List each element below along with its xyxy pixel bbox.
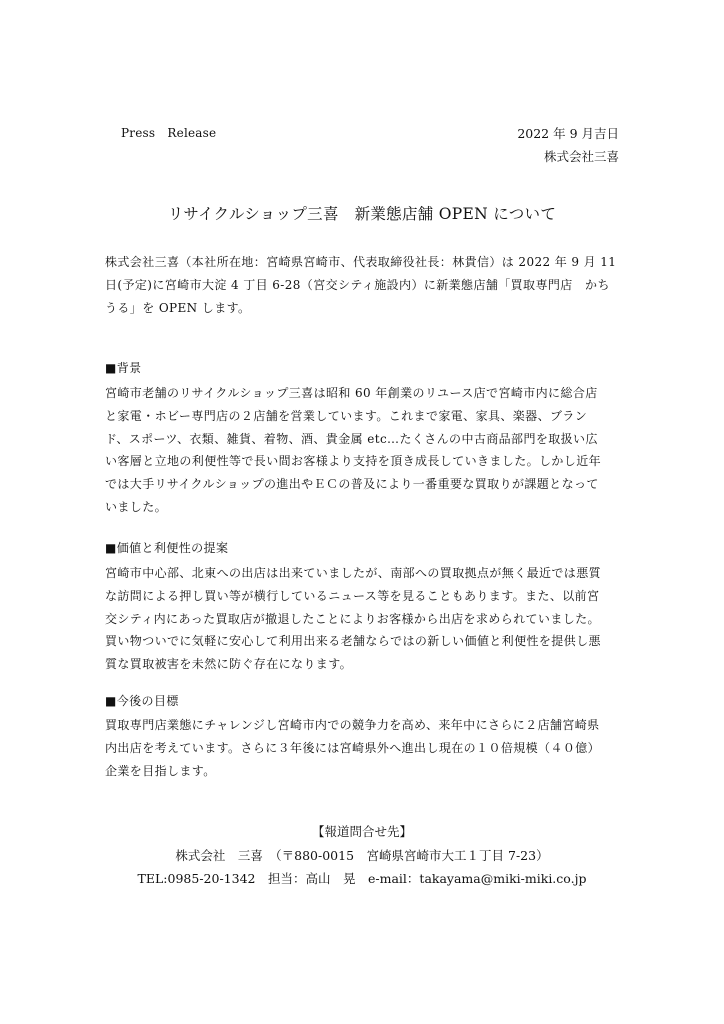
contact-address: 株式会社 三喜 （〒880-0015 宮崎県宮崎市大工１丁目 7-23） xyxy=(175,848,549,863)
intro-line: うる」を OPEN します。 xyxy=(105,300,251,315)
body-line: ド、スポーツ、衣類、雑貨、着物、酒、貴金属 etc…たくさんの中古商品部門を取扱い広 xyxy=(105,431,598,446)
body-line: と家電・ホビー専門店の２店舗を営業しています。これまで家電、家具、楽器、ブラン xyxy=(105,408,588,423)
body-line: では大手リサイクルショップの進出やＥＣの普及により一番重要な買取りが課題となって xyxy=(105,477,599,492)
intro-line: 日(予定)に宮崎市大淀 4 丁目 6-28（宮交シティ施設内）に新業態店舗「買取専門店 かち xyxy=(105,277,610,292)
section-heading-goals: ■今後の目標 xyxy=(105,694,179,708)
body-line: 買取専門店業態にチャレンジし宮崎市内での競争力を高め、来年中にさらに２店舗宮崎県 xyxy=(105,718,600,732)
section-body-value xyxy=(105,562,619,676)
body-line: 企業を目指します。 xyxy=(105,763,216,778)
release-date: 2022 年 9 月吉日 xyxy=(517,126,619,141)
body-line: い客層と立地の利便性等で長い間お客様より支持を頂き成長していきました。しかし近年 xyxy=(105,454,602,469)
press-release-label: Press Release xyxy=(121,126,217,140)
section-body-goals xyxy=(105,714,619,782)
section-body-background xyxy=(105,382,619,519)
body-line: いました。 xyxy=(105,499,168,514)
body-line: 宮崎市中心部、北東への出店は出来ていましたが、南部への買取拠点が無く最近では悪質 xyxy=(105,566,602,580)
body-line: 質な買取被害を未然に防ぐ存在になります。 xyxy=(105,657,353,672)
body-line: 買い物ついでに気軽に安心して利用出来る老舗ならではの新しい価値と利便性を提供し悪 xyxy=(105,634,601,649)
document-title: リサイクルショップ三喜 新業態店舗 OPEN について xyxy=(167,205,557,223)
body-line: 交シティ内にあった買取店が撤退したことによりお客様から出店を求められていました。 xyxy=(105,611,600,626)
section-heading-background: ■背景 xyxy=(105,361,142,375)
section-heading-value: ■価値と利便性の提案 xyxy=(105,541,229,555)
contact-heading: 【報道問合せ先】 xyxy=(311,824,412,839)
company-name: 株式会社三喜 xyxy=(543,149,619,164)
contact-phone-email: TEL:0985-20-1342 担当：高山 晃 e-mail：takayama@miki-miki.co.jp xyxy=(137,871,587,886)
body-line: 宮崎市老舗のリサイクルショップ三喜は昭和 60 年創業のリユース店で宮崎市内に総合店 xyxy=(105,386,598,400)
body-line: 内出店を考えています。さらに３年後には宮崎県外へ進出し現在の１０倍規模（４０億） xyxy=(105,740,601,755)
intro-line: 株式会社三喜（本社所在地：宮崎県宮崎市、代表取締役社長：林貴信）は 2022 年 9 月 11 xyxy=(105,255,617,269)
body-line: な訪問による押し買い等が横行しているニュース等を見ることもあります。また、以前宮 xyxy=(105,588,600,603)
intro-paragraph xyxy=(105,251,619,319)
